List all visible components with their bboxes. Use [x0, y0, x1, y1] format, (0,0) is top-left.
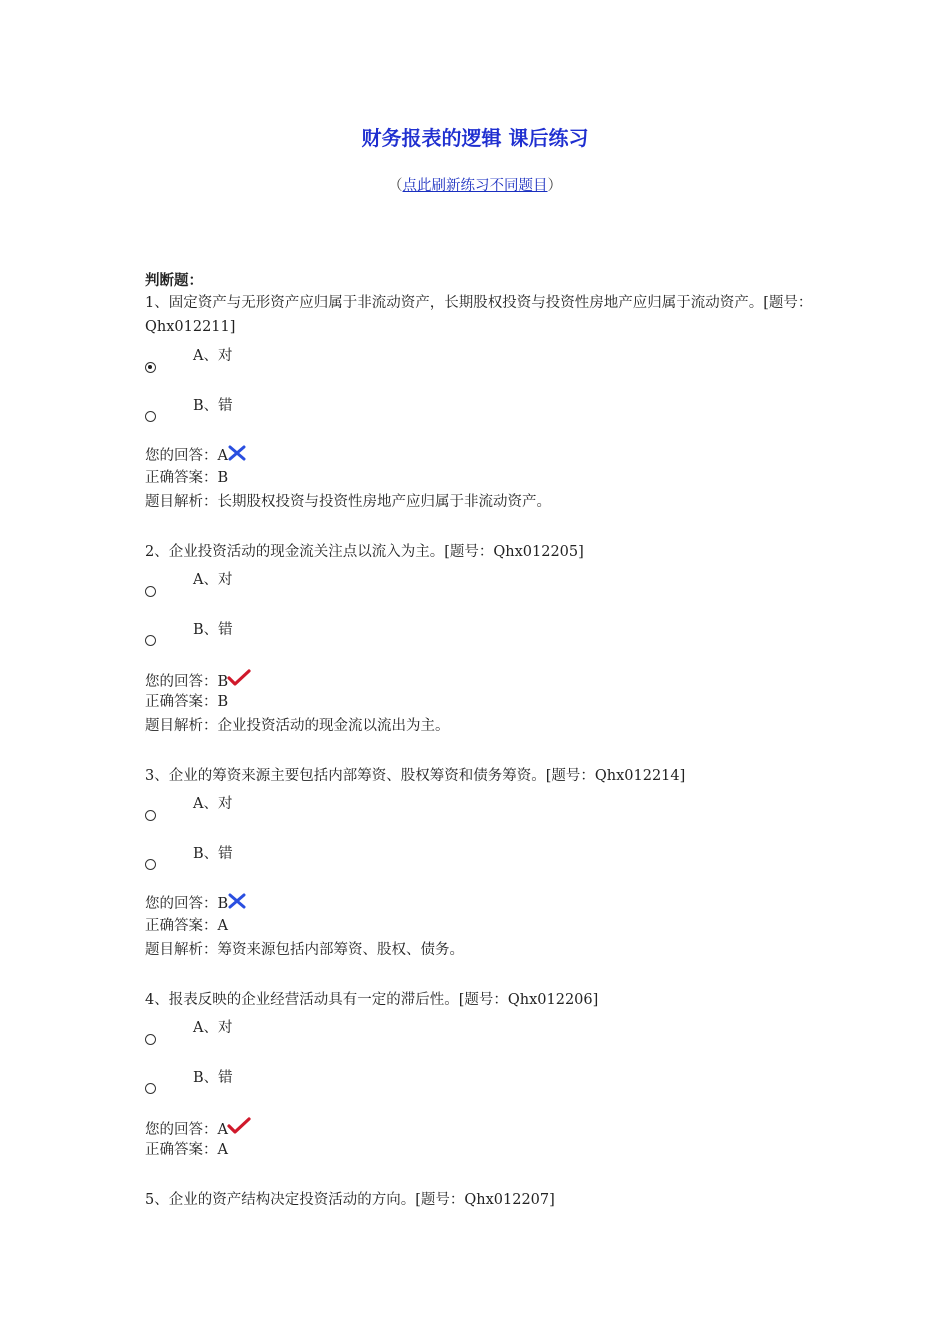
explanation-label: 题目解析： [145, 494, 218, 510]
explanation-text: 长期股权投资与投资性房地产应归属于非流动资产。 [217, 494, 551, 510]
your-answer-value: B [217, 896, 229, 912]
option-radio[interactable] [145, 635, 156, 646]
your-answer-value: A [217, 448, 228, 464]
explanation-label: 题目解析： [145, 942, 218, 958]
option-label: B、错 [193, 398, 233, 414]
cross-icon [227, 445, 247, 461]
your-answer-label: 您的回答： [145, 674, 218, 690]
explanation-text: 筹资来源包括内部筹资、股权、债务。 [217, 942, 464, 958]
explanation-label: 题目解析： [145, 718, 218, 734]
correct-answer-value: A [217, 1142, 228, 1158]
question-text: 3、企业的筹资来源主要包括内部筹资、股权筹资和债务筹资。[题号：Qhx012214] [145, 768, 686, 784]
explanation [145, 491, 551, 513]
option-label: B、错 [193, 846, 233, 862]
correct-answer-value: A [217, 918, 228, 934]
section-heading: 判断题： [145, 273, 203, 289]
page-title: 财务报表的逻辑 课后练习 [361, 126, 589, 150]
your-answer [145, 445, 247, 467]
your-answer-label: 您的回答： [145, 448, 218, 464]
option-radio[interactable] [145, 411, 156, 422]
correct-answer [145, 915, 228, 937]
your-answer-label: 您的回答： [145, 896, 218, 912]
option-radio[interactable] [145, 586, 156, 597]
correct-answer-label: 正确答案： [145, 918, 218, 934]
question-text: 2、企业投资活动的现金流关注点以流入为主。[题号：Qhx012205] [145, 544, 584, 560]
refresh-open-paren: （ [388, 178, 403, 194]
option-radio[interactable] [145, 1034, 156, 1045]
correct-answer [145, 467, 228, 489]
your-answer-value: B [217, 674, 229, 690]
your-answer [145, 1117, 251, 1141]
your-answer [145, 893, 247, 915]
correct-answer [145, 691, 228, 713]
question-text: 4、报表反映的企业经营活动具有一定的滞后性。[题号：Qhx012206] [145, 992, 599, 1008]
option-label: B、错 [193, 622, 233, 638]
your-answer [145, 669, 251, 693]
correct-answer-label: 正确答案： [145, 1142, 218, 1158]
correct-answer-label: 正确答案： [145, 694, 218, 710]
option-label: B、错 [193, 1070, 233, 1086]
explanation [145, 939, 464, 961]
your-answer-label: 您的回答： [145, 1122, 218, 1138]
option-label: A、对 [193, 572, 233, 588]
check-icon [227, 1117, 251, 1135]
option-radio[interactable] [145, 859, 156, 870]
question-text: 5、企业的资产结构决定投资活动的方向。[题号：Qhx012207] [145, 1192, 555, 1208]
option-label: A、对 [193, 1020, 233, 1036]
option-label: A、对 [193, 796, 233, 812]
your-answer-value: A [217, 1122, 228, 1138]
correct-answer-value: B [217, 470, 229, 486]
cross-icon [227, 893, 247, 909]
option-radio[interactable] [145, 362, 156, 373]
question-text: 1、固定资产与无形资产应归属于非流动资产，长期股权投资与投资性房地产应归属于流动资产。[题号：Qhx012211] [145, 295, 813, 335]
correct-answer-label: 正确答案： [145, 470, 218, 486]
refresh-close-paren: ） [547, 178, 562, 194]
correct-answer-value: B [217, 694, 229, 710]
option-label: A、对 [193, 348, 233, 364]
explanation [145, 715, 450, 737]
explanation-text: 企业投资活动的现金流以流出为主。 [217, 718, 450, 734]
refresh-link[interactable]: 点此刷新练习不同题目 [402, 178, 548, 194]
option-radio[interactable] [145, 1083, 156, 1094]
option-radio[interactable] [145, 810, 156, 821]
refresh-line [0, 174, 950, 195]
check-icon [227, 669, 251, 687]
correct-answer [145, 1139, 228, 1161]
